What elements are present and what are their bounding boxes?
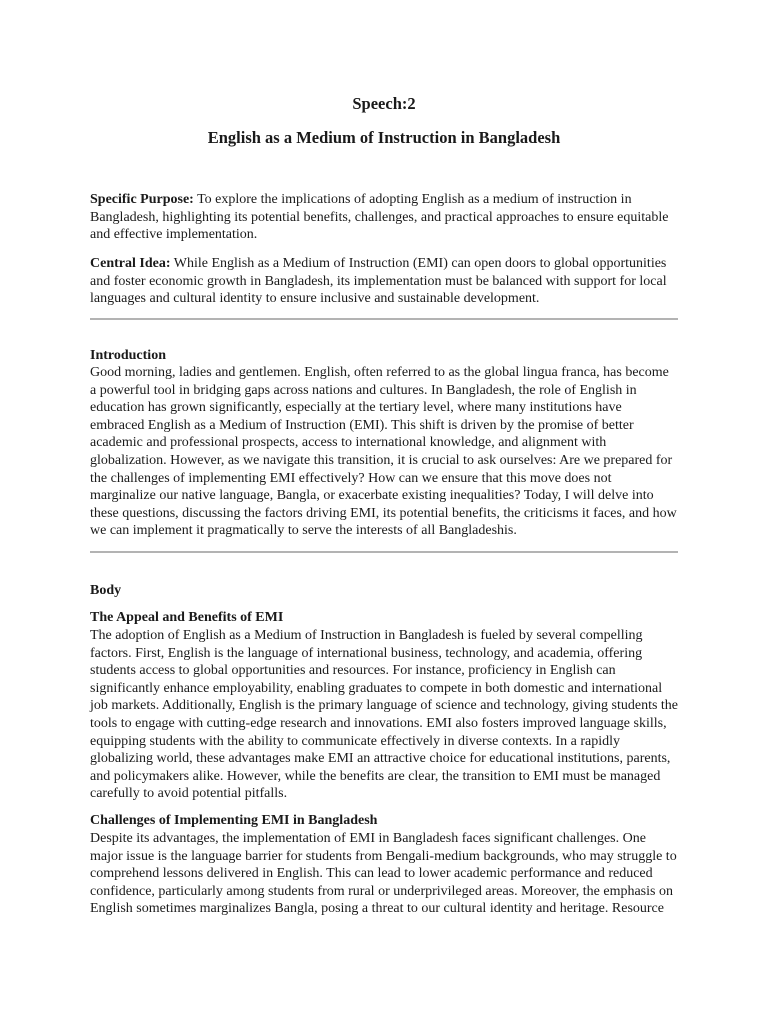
- divider-1: [90, 318, 678, 320]
- document-title: English as a Medium of Instruction in Bangladesh: [207, 128, 561, 147]
- central-idea-label: Central Idea:: [90, 256, 171, 271]
- speech-number: Speech:2: [352, 94, 416, 113]
- challenges-text: Despite its advantages, the implementation of EMI in Bangladesh faces significant challenges. One major issue is the language barrier for students from Bengali-medium backgrounds, who may struggle to comprehend lessons delivered in English. This can lead to lower academic performance and reduced confidence, particularly among students from rural or underprivileged areas. Moreover, the emphasis on English sometimes marginalizes Bangla, posing a threat to our cultural identity and heritage. Resource: [90, 831, 677, 917]
- central-idea-text: While English as a Medium of Instruction (EMI) can open doors to global opportunities and foster economic growth in Bangladesh, its implementation must be balanced with support for local languages and cultural identity to ensure inclusive and sustainable development.: [90, 256, 667, 307]
- challenges-heading: Challenges of Implementing EMI in Bangladesh: [90, 813, 378, 828]
- specific-purpose-label: Specific Purpose:: [90, 192, 194, 207]
- specific-purpose-paragraph: [90, 191, 678, 244]
- appeal-text: The adoption of English as a Medium of Instruction in Bangladesh is fueled by several compelling factors. First, English is the language of international business, technology, and academia, offering students access to global opportunities and resources. For instance, proficiency in English can significantly enhance employability, enabling graduates to compete in both domestic and international job markets. Additionally, English is the primary language of science and technology, giving students the tools to engage with cutting-edge research and innovations. EMI also fosters improved language skills, equipping students with the ability to communicate effectively in diverse contexts. In a rapidly globalizing world, these advantages make EMI an attractive choice for educational institutions, parents, and policymakers alike. However, while the benefits are clear, the transition to EMI must be managed carefully to avoid potential pitfalls.: [90, 628, 679, 802]
- divider-2: [90, 551, 678, 553]
- introduction-heading: Introduction: [90, 348, 166, 363]
- introduction-text: Good morning, ladies and gentlemen. English, often referred to as the global lingua franca, has become a powerful tool in bridging gaps across nations and cultures. In Bangladesh, the role of English in education has grown significantly, especially at the tertiary level, where many institutions have embraced English as a Medium of Instruction (EMI). This shift is driven by the promise of better academic and professional prospects, access to international knowledge, and alignment with globalization. However, as we navigate this transition, it is crucial to ask ourselves: Are we prepared for the challenges of implementing EMI effectively? How can we ensure that this move does not marginalize our native language, Bangla, or exacerbate existing inequalities? Today, I will delve into these questions, discussing the factors driving EMI, its potential benefits, the criticisms it faces, and how we can implement it pragmatically to serve the interests of all Bangladeshis.: [90, 365, 677, 539]
- central-idea-paragraph: [90, 255, 678, 308]
- body-heading: Body: [90, 583, 122, 598]
- specific-purpose-text: To explore the implications of adopting English as a medium of instruction in Bangladesh, highlighting its potential benefits, challenges, and practical approaches to ensure equitable and effective implementation.: [90, 192, 669, 243]
- appeal-heading: The Appeal and Benefits of EMI: [90, 610, 284, 625]
